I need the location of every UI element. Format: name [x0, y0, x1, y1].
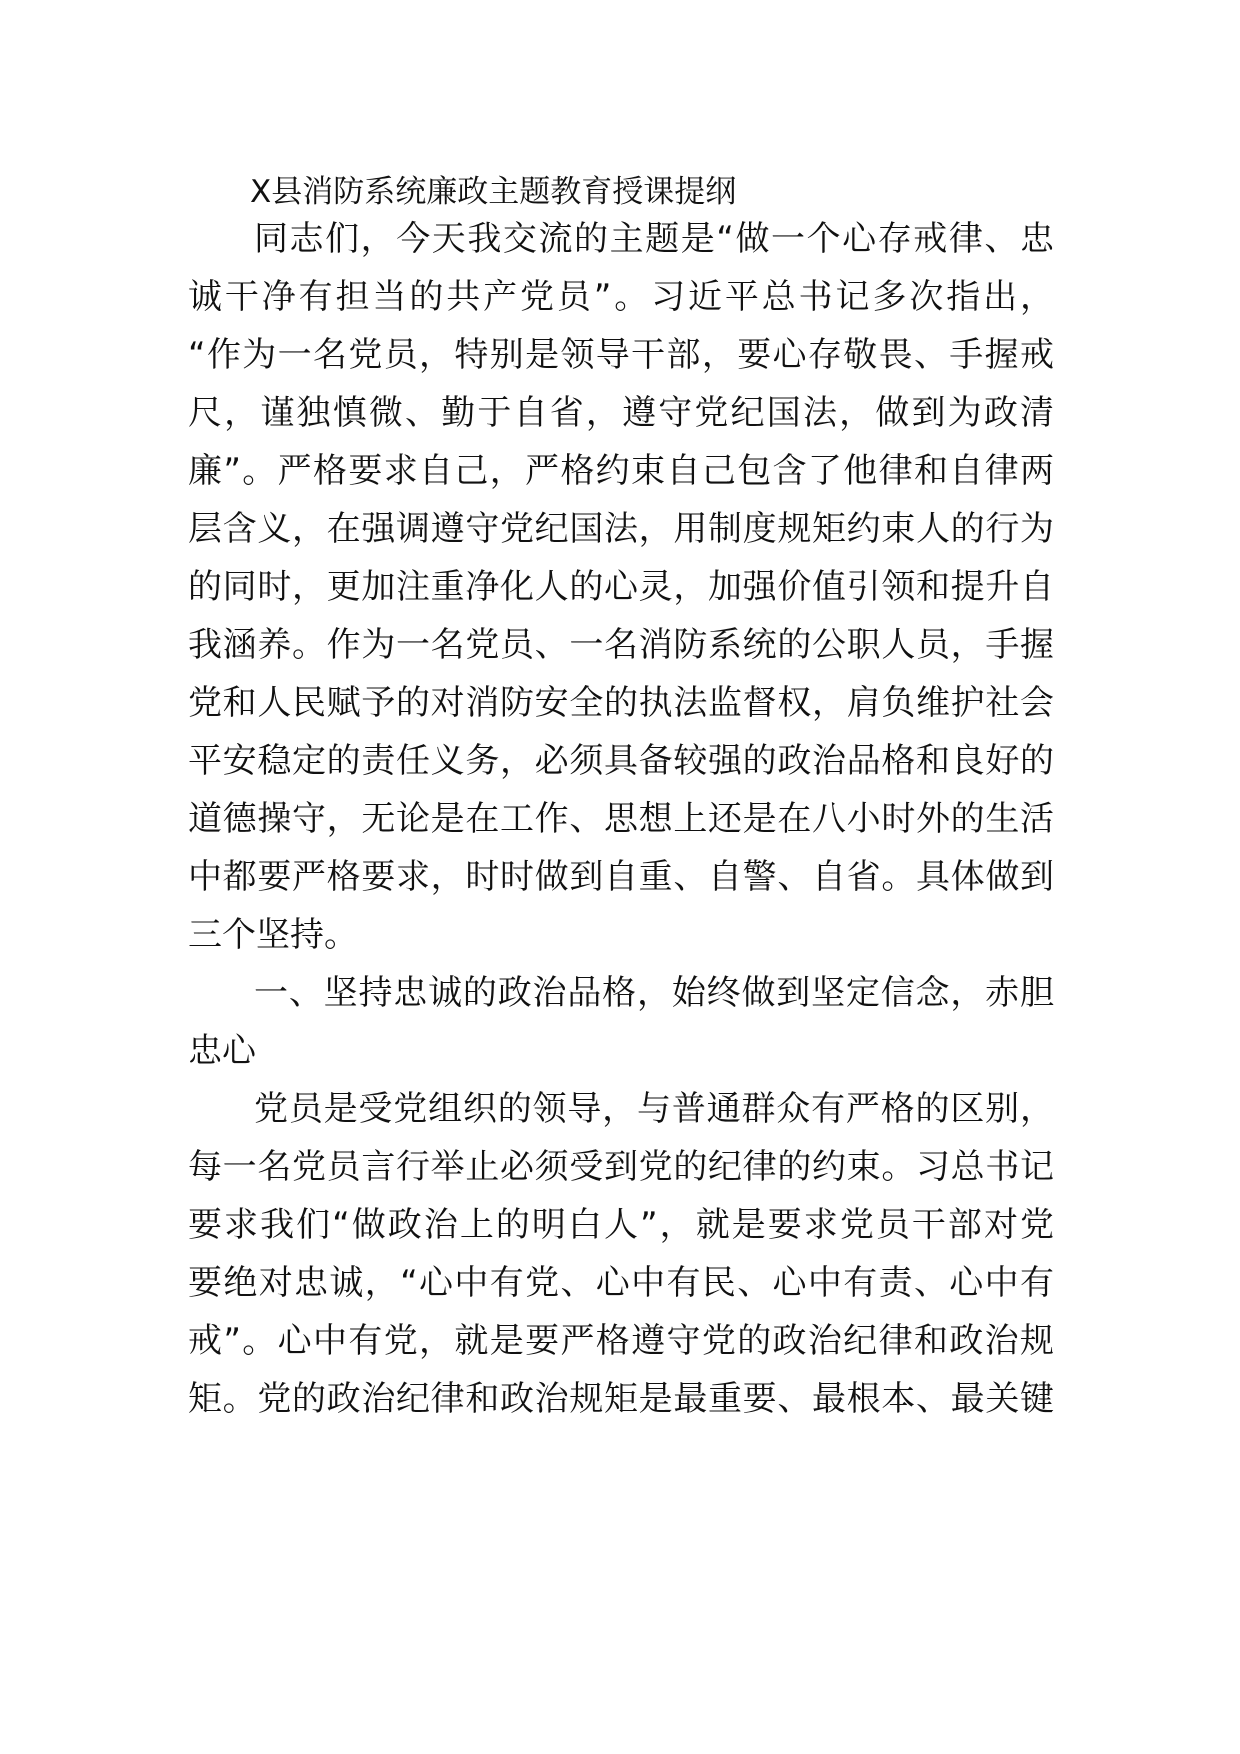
paragraph-line: 中都要严格要求，时时做到自重、自警、自省。具体做到: [188, 857, 1054, 897]
paragraph-line: 要求我们“做政治上的明白人”，就是要求党员干部对党: [188, 1205, 1054, 1245]
paragraph-line: 廉”。严格要求自己，严格约束自己包含了他律和自律两: [188, 451, 1054, 491]
paragraph-line: 尺，谨独慎微、勤于自省，遵守党纪国法，做到为政清: [188, 393, 1054, 433]
paragraph-line: 戒”。心中有党，就是要严格遵守党的政治纪律和政治规: [188, 1321, 1054, 1361]
paragraph-line: 同志们，今天我交流的主题是“做一个心存戒律、忠: [254, 219, 1054, 259]
document-title: X县消防系统廉政主题教育授课提纲: [250, 174, 737, 210]
paragraph-line: 党和人民赋予的对消防安全的执法监督权，肩负维护社会: [188, 683, 1054, 723]
paragraph-line: 的同时，更加注重净化人的心灵，加强价值引领和提升自: [188, 567, 1054, 607]
paragraph-line: 三个坚持。: [188, 915, 358, 955]
section-heading-line: 忠心: [188, 1031, 256, 1071]
paragraph-line: 要绝对忠诚，“心中有党、心中有民、心中有责、心中有: [188, 1263, 1054, 1303]
paragraph-line: 每一名党员言行举止必须受到党的纪律的约束。习总书记: [188, 1147, 1054, 1187]
paragraph-line: 党员是受党组织的领导，与普通群众有严格的区别，: [254, 1089, 1054, 1129]
paragraph-line: 诚干净有担当的共产党员”。习近平总书记多次指出，: [188, 277, 1054, 317]
paragraph-line: “作为一名党员，特别是领导干部，要心存敬畏、手握戒: [188, 335, 1054, 375]
document-page: [188, 0, 1054, 1754]
paragraph-line: 层含义，在强调遵守党纪国法，用制度规矩约束人的行为: [188, 509, 1054, 549]
paragraph-line: 平安稳定的责任义务，必须具备较强的政治品格和良好的: [188, 741, 1054, 781]
paragraph-line: 道德操守，无论是在工作、思想上还是在八小时外的生活: [188, 799, 1054, 839]
paragraph-line: 我涵养。作为一名党员、一名消防系统的公职人员，手握: [188, 625, 1054, 665]
paragraph-line: 矩。党的政治纪律和政治规矩是最重要、最根本、最关键: [188, 1379, 1054, 1419]
section-heading-line: 一、坚持忠诚的政治品格，始终做到坚定信念，赤胆: [254, 973, 1054, 1013]
